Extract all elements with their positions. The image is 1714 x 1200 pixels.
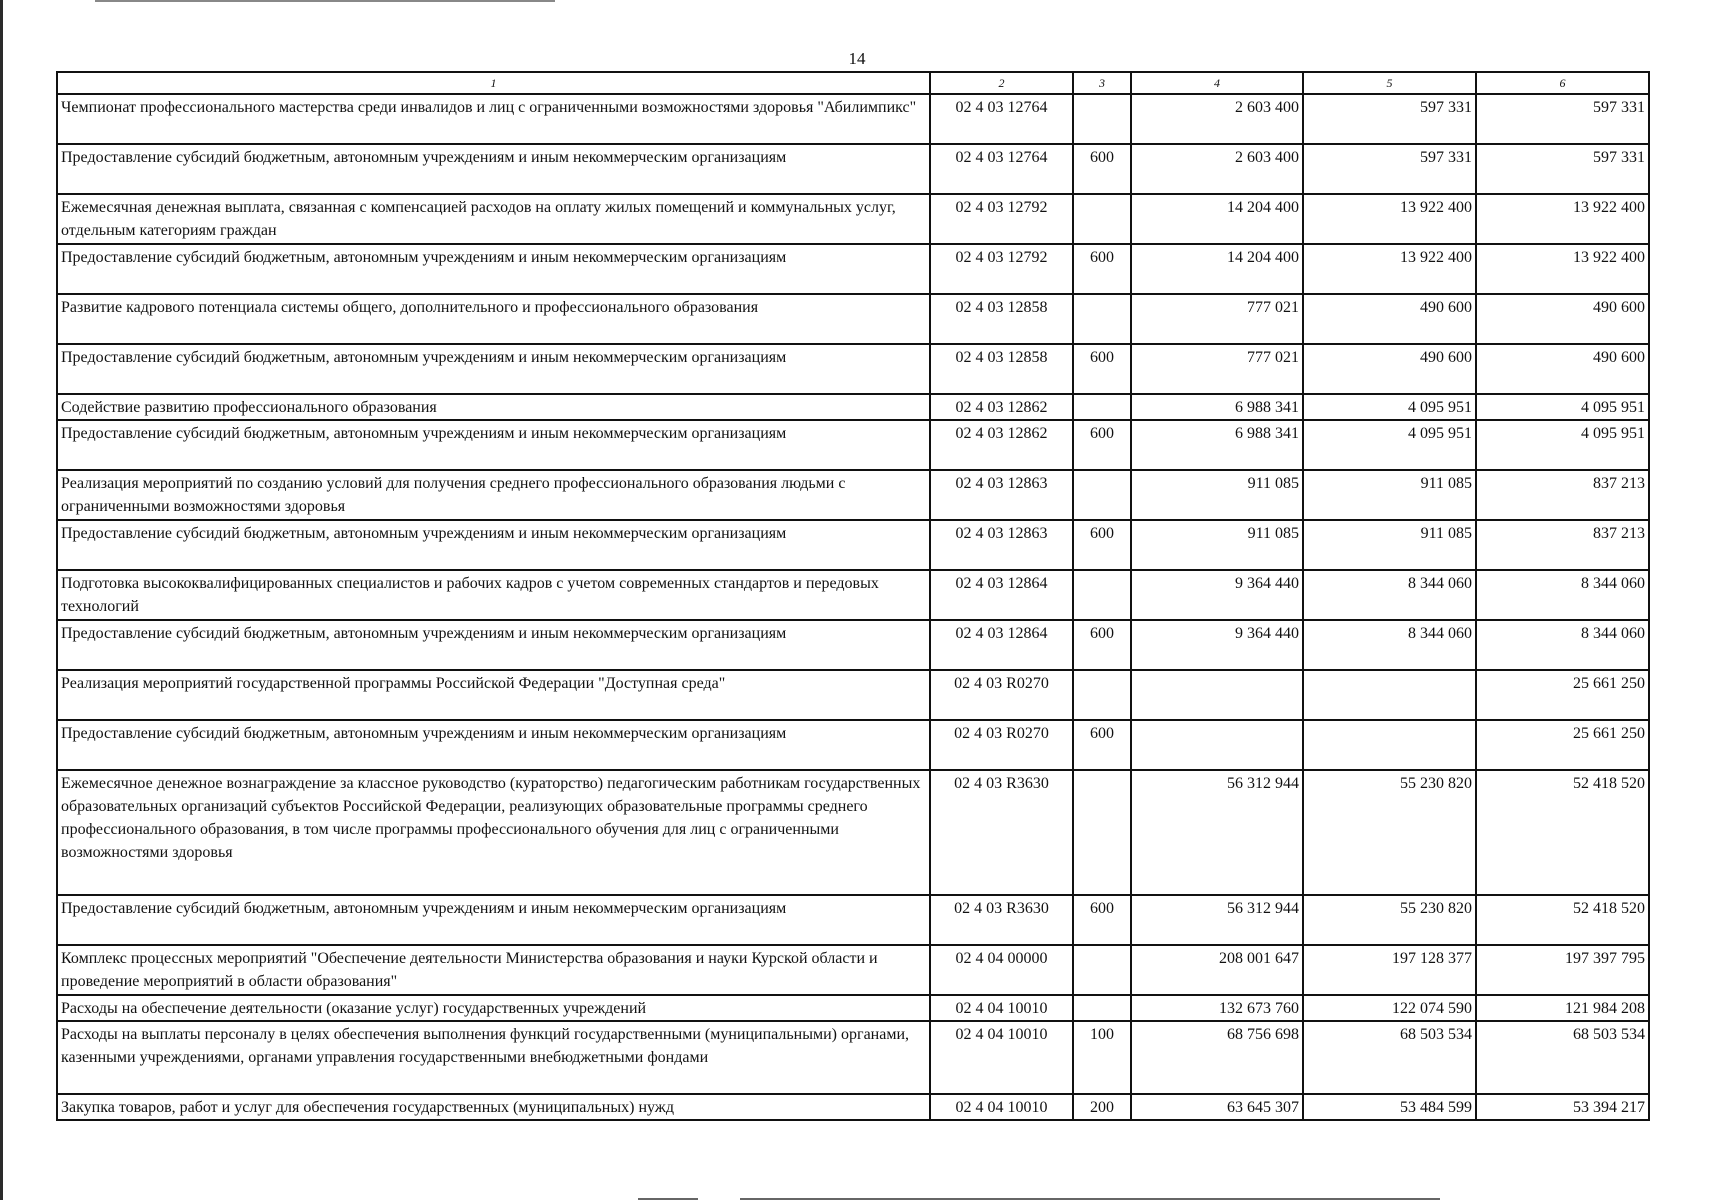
table-row <box>57 945 1649 995</box>
amount-cell <box>1131 720 1303 770</box>
target-code-cell: 02 4 03 12764 <box>930 94 1073 144</box>
amount-cell: 490 600 <box>1303 344 1476 394</box>
page-number: 14 <box>848 49 866 68</box>
expense-type-cell <box>1073 470 1131 520</box>
expense-type-cell: 200 <box>1073 1094 1131 1120</box>
amount-cell: 777 021 <box>1131 294 1303 344</box>
table-row <box>57 770 1649 895</box>
table-row <box>57 194 1649 244</box>
target-code-cell: 02 4 03 R3630 <box>930 895 1073 945</box>
table-row <box>57 94 1649 144</box>
amount-cell: 2 603 400 <box>1131 144 1303 194</box>
column-header: 2 <box>930 72 1073 94</box>
amount-cell: 208 001 647 <box>1131 945 1303 995</box>
item-name-cell: Предоставление субсидий бюджетным, автономным учреждениям и иным некоммерческим организациям <box>57 244 930 294</box>
column-header: 3 <box>1073 72 1131 94</box>
amount-cell: 490 600 <box>1303 294 1476 344</box>
amount-cell: 911 085 <box>1303 520 1476 570</box>
target-code-cell: 02 4 04 00000 <box>930 945 1073 995</box>
amount-cell: 911 085 <box>1131 520 1303 570</box>
amount-cell: 56 312 944 <box>1131 770 1303 895</box>
column-header: 4 <box>1131 72 1303 94</box>
amount-cell: 14 204 400 <box>1131 194 1303 244</box>
amount-cell: 121 984 208 <box>1476 995 1649 1021</box>
expense-type-cell <box>1073 94 1131 144</box>
amount-cell: 8 344 060 <box>1303 570 1476 620</box>
amount-cell: 597 331 <box>1303 144 1476 194</box>
item-name-cell: Чемпионат профессионального мастерства среди инвалидов и лиц с ограниченными возможностями здоровья "Абилимпикс" <box>57 94 930 144</box>
amount-cell: 197 397 795 <box>1476 945 1649 995</box>
item-name-cell: Предоставление субсидий бюджетным, автономным учреждениям и иным некоммерческим организациям <box>57 144 930 194</box>
amount-cell: 911 085 <box>1131 470 1303 520</box>
target-code-cell: 02 4 03 R0270 <box>930 720 1073 770</box>
expense-type-cell: 600 <box>1073 344 1131 394</box>
amount-cell: 68 503 534 <box>1303 1021 1476 1094</box>
expense-type-cell: 600 <box>1073 720 1131 770</box>
item-name-cell: Предоставление субсидий бюджетным, автономным учреждениям и иным некоммерческим организациям <box>57 344 930 394</box>
target-code-cell: 02 4 03 12792 <box>930 194 1073 244</box>
expense-type-cell: 600 <box>1073 620 1131 670</box>
scan-artifact-line <box>95 0 555 2</box>
amount-cell: 4 095 951 <box>1476 394 1649 420</box>
expense-type-cell <box>1073 670 1131 720</box>
amount-cell: 53 484 599 <box>1303 1094 1476 1120</box>
amount-cell: 122 074 590 <box>1303 995 1476 1021</box>
target-code-cell: 02 4 03 12792 <box>930 244 1073 294</box>
item-name-cell: Реализация мероприятий государственной программы Российской Федерации "Доступная среда" <box>57 670 930 720</box>
table-row <box>57 570 1649 620</box>
amount-cell: 9 364 440 <box>1131 620 1303 670</box>
target-code-cell: 02 4 03 12858 <box>930 294 1073 344</box>
target-code-cell: 02 4 03 12864 <box>930 620 1073 670</box>
item-name-cell: Ежемесячная денежная выплата, связанная с компенсацией расходов на оплату жилых помещений и коммунальных услуг, отдельным категориям граждан <box>57 194 930 244</box>
amount-cell <box>1303 670 1476 720</box>
target-code-cell: 02 4 04 10010 <box>930 1021 1073 1094</box>
amount-cell: 490 600 <box>1476 344 1649 394</box>
amount-cell: 13 922 400 <box>1303 244 1476 294</box>
item-name-cell: Предоставление субсидий бюджетным, автономным учреждениям и иным некоммерческим организациям <box>57 520 930 570</box>
amount-cell: 9 364 440 <box>1131 570 1303 620</box>
target-code-cell: 02 4 03 12863 <box>930 520 1073 570</box>
scan-edge <box>0 0 3 1200</box>
amount-cell: 197 128 377 <box>1303 945 1476 995</box>
table-row <box>57 620 1649 670</box>
target-code-cell: 02 4 03 12862 <box>930 394 1073 420</box>
amount-cell: 13 922 400 <box>1476 244 1649 294</box>
amount-cell: 55 230 820 <box>1303 895 1476 945</box>
amount-cell: 14 204 400 <box>1131 244 1303 294</box>
target-code-cell: 02 4 03 12862 <box>930 420 1073 470</box>
amount-cell: 837 213 <box>1476 470 1649 520</box>
amount-cell: 8 344 060 <box>1303 620 1476 670</box>
target-code-cell: 02 4 04 10010 <box>930 995 1073 1021</box>
item-name-cell: Предоставление субсидий бюджетным, автономным учреждениям и иным некоммерческим организациям <box>57 895 930 945</box>
table-row <box>57 394 1649 420</box>
item-name-cell: Развитие кадрового потенциала системы общего, дополнительного и профессионального образования <box>57 294 930 344</box>
target-code-cell: 02 4 03 12858 <box>930 344 1073 394</box>
expense-type-cell <box>1073 394 1131 420</box>
column-header: 5 <box>1303 72 1476 94</box>
expense-type-cell <box>1073 770 1131 895</box>
item-name-cell: Расходы на выплаты персоналу в целях обеспечения выполнения функций государственными (муниципальными) органами, казенными учреждениями, органами управления государственными внебюджетными фондами <box>57 1021 930 1094</box>
amount-cell: 597 331 <box>1303 94 1476 144</box>
expense-type-cell: 100 <box>1073 1021 1131 1094</box>
expense-type-cell: 600 <box>1073 895 1131 945</box>
amount-cell: 2 603 400 <box>1131 94 1303 144</box>
amount-cell: 6 988 341 <box>1131 394 1303 420</box>
expense-type-cell <box>1073 294 1131 344</box>
expense-type-cell <box>1073 194 1131 244</box>
item-name-cell: Закупка товаров, работ и услуг для обеспечения государственных (муниципальных) нужд <box>57 1094 930 1120</box>
amount-cell: 597 331 <box>1476 144 1649 194</box>
table-row <box>57 294 1649 344</box>
expense-type-cell: 600 <box>1073 520 1131 570</box>
amount-cell: 4 095 951 <box>1476 420 1649 470</box>
expense-type-cell <box>1073 570 1131 620</box>
expense-type-cell: 600 <box>1073 244 1131 294</box>
table-row <box>57 520 1649 570</box>
table-row <box>57 1094 1649 1120</box>
amount-cell: 777 021 <box>1131 344 1303 394</box>
amount-cell <box>1131 670 1303 720</box>
expense-type-cell <box>1073 995 1131 1021</box>
expense-type-cell <box>1073 945 1131 995</box>
table-header-row <box>57 72 1649 94</box>
table-row <box>57 995 1649 1021</box>
item-name-cell: Комплекс процессных мероприятий "Обеспечение деятельности Министерства образования и науки Курской области и проведение мероприятий в области образования" <box>57 945 930 995</box>
item-name-cell: Реализация мероприятий по созданию условий для получения среднего профессионального образования людьми с ограниченными возможностями здоровья <box>57 470 930 520</box>
target-code-cell: 02 4 04 10010 <box>930 1094 1073 1120</box>
item-name-cell: Содействие развитию профессионального образования <box>57 394 930 420</box>
table-row <box>57 720 1649 770</box>
amount-cell: 63 645 307 <box>1131 1094 1303 1120</box>
table-row <box>57 895 1649 945</box>
amount-cell: 490 600 <box>1476 294 1649 344</box>
amount-cell: 597 331 <box>1476 94 1649 144</box>
item-name-cell: Ежемесячное денежное вознаграждение за классное руководство (кураторство) педагогическим работникам государственных образовательных организаций субъектов Российской Федерации, реализующих образовательные программы среднего профессионального образования, в том числе программы профессионального обучения для лиц с ограниченными возможностями здоровья <box>57 770 930 895</box>
target-code-cell: 02 4 03 12864 <box>930 570 1073 620</box>
amount-cell: 25 661 250 <box>1476 670 1649 720</box>
amount-cell <box>1303 720 1476 770</box>
table-row <box>57 144 1649 194</box>
table-row <box>57 670 1649 720</box>
expense-type-cell: 600 <box>1073 144 1131 194</box>
amount-cell: 8 344 060 <box>1476 570 1649 620</box>
amount-cell: 4 095 951 <box>1303 420 1476 470</box>
item-name-cell: Подготовка высококвалифицированных специалистов и рабочих кадров с учетом современных стандартов и передовых технологий <box>57 570 930 620</box>
target-code-cell: 02 4 03 12863 <box>930 470 1073 520</box>
target-code-cell: 02 4 03 R0270 <box>930 670 1073 720</box>
target-code-cell: 02 4 03 12764 <box>930 144 1073 194</box>
amount-cell: 56 312 944 <box>1131 895 1303 945</box>
amount-cell: 911 085 <box>1303 470 1476 520</box>
item-name-cell: Расходы на обеспечение деятельности (оказание услуг) государственных учреждений <box>57 995 930 1021</box>
column-header: 1 <box>57 72 930 94</box>
amount-cell: 8 344 060 <box>1476 620 1649 670</box>
amount-cell: 68 503 534 <box>1476 1021 1649 1094</box>
table-row <box>57 344 1649 394</box>
item-name-cell: Предоставление субсидий бюджетным, автономным учреждениям и иным некоммерческим организациям <box>57 720 930 770</box>
expense-type-cell: 600 <box>1073 420 1131 470</box>
amount-cell: 53 394 217 <box>1476 1094 1649 1120</box>
table-row <box>57 420 1649 470</box>
table-row <box>57 1021 1649 1094</box>
amount-cell: 52 418 520 <box>1476 770 1649 895</box>
target-code-cell: 02 4 03 R3630 <box>930 770 1073 895</box>
amount-cell: 68 756 698 <box>1131 1021 1303 1094</box>
table-row <box>57 470 1649 520</box>
amount-cell: 6 988 341 <box>1131 420 1303 470</box>
amount-cell: 13 922 400 <box>1476 194 1649 244</box>
amount-cell: 13 922 400 <box>1303 194 1476 244</box>
amount-cell: 837 213 <box>1476 520 1649 570</box>
column-header: 6 <box>1476 72 1649 94</box>
amount-cell: 4 095 951 <box>1303 394 1476 420</box>
table-row <box>57 244 1649 294</box>
amount-cell: 25 661 250 <box>1476 720 1649 770</box>
amount-cell: 52 418 520 <box>1476 895 1649 945</box>
item-name-cell: Предоставление субсидий бюджетным, автономным учреждениям и иным некоммерческим организациям <box>57 420 930 470</box>
amount-cell: 132 673 760 <box>1131 995 1303 1021</box>
amount-cell: 55 230 820 <box>1303 770 1476 895</box>
item-name-cell: Предоставление субсидий бюджетным, автономным учреждениям и иным некоммерческим организациям <box>57 620 930 670</box>
budget-table <box>56 71 1650 1121</box>
